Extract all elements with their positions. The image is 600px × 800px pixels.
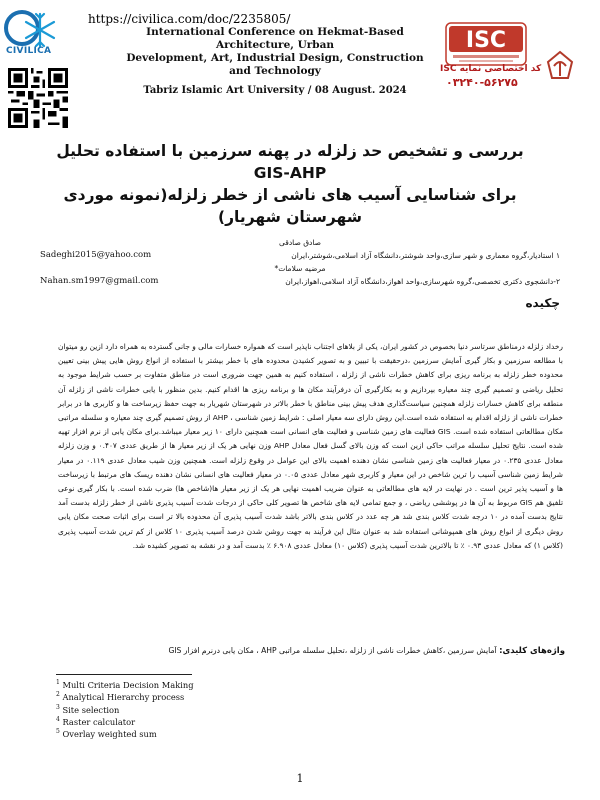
keywords-label: واژه‌های کلیدی: (499, 646, 565, 656)
abstract-heading: چکیده (525, 296, 560, 310)
author1-email[interactable]: Sadeghi2015@yahoo.com (40, 250, 152, 260)
isc-logo (445, 22, 527, 66)
isc-code-label: کد اختصاصی نمایه ISC (440, 64, 542, 74)
paper-title-line1: بررسی و تشخیص حد زلزله در پهنه سرزمین با استفاده تحلیل GIS-AHP (56, 142, 524, 182)
footnotes (56, 678, 194, 739)
author1-name: صادق صادقی (278, 238, 322, 247)
author2-affiliation: ۲-دانشجوی دکتری تخصصی،گروه شهرسازی،واحد اهواز،دانشگاه آزاد اسلامی،اهواز،ایران (285, 277, 560, 286)
author2-email[interactable]: Nahan.sm1997@gmail.com (40, 276, 159, 286)
footnote-item: $^2$ Analytical Hierarchy process (56, 691, 185, 703)
footnote-item: $^1$ Multi Criteria Decision Making (56, 679, 194, 690)
keywords (120, 646, 565, 656)
author2-row (40, 275, 560, 288)
footnote-item: $^5$ Overlay weighted sum (56, 728, 157, 739)
document-url[interactable]: https://civilica.com/doc/2235805/ (88, 12, 291, 26)
conference-header (120, 26, 430, 96)
conference-title-line2: Development, Art, Industrial Design, Construction and Technology (126, 52, 424, 77)
footnote-item: $^4$ Raster calculator (56, 715, 136, 727)
keywords-text: آمایش سرزمین ،کاهش خطرات ناشی از زلزله ،تحلیل سلسله مراتبی AHP ، مکان یابی درنرم افزار GIS (168, 646, 497, 655)
civilica-logo-text: CIVILICA (6, 46, 52, 56)
author1-affiliation: ۱ استادیار،گروه معماری و شهر سازی،واحد شوشتر،دانشگاه آزاد اسلامی،شوشتر،ایران (291, 251, 560, 260)
conference-title-line1: International Conference on Hekmat-Based Architecture, Urban (146, 26, 404, 51)
paper-title (40, 140, 540, 228)
isc-logo-label: ISC (465, 28, 507, 53)
authors-block (40, 236, 560, 288)
page-number: 1 (296, 772, 304, 785)
isc-code-number: ۰۳۲۴۰-۵۶۲۷۵ (446, 76, 518, 89)
qr-code[interactable] (8, 68, 68, 128)
conference-location-date: Tabriz Islamic Art University / 08 August. 2024 (143, 85, 407, 96)
footnote-divider (56, 674, 192, 675)
footnote-item: $^3$ Site selection (56, 703, 120, 715)
abstract-body: رخداد زلزله درمناطق سرتاسر دنیا بخصوص در کشور ایران، یکی از بلاهای اجتناب ناپذیر است که همواره خسارات مالی و جانی گسترده به همراه دارد ازین رو میتوان با مطالعه سرزمین و بکار گیری آمایش سرزمین ،درحقیقت با تبیین و به تصویر کشیدن محدوده های با خطر بیشتر با استفاده از انواع روش هایی پیش بینی تعیین محدوده خطر زلزله به برنامه ریزی برای کاهش خطرات ناشی از زلزله ، استفاده کنیم به همین جهت ضروری است در مناطق متفاوت بر حسب شرایط موجود به تحلیل ریاضی و تصمیم گیری چند معیاره بپردازیم و به بکارگیری آن درفرآیند مکان ها و برنامه ریزی ها اقدام کنیم. بدین منظور با یابی خطرات ناشی از زلزله آن منطقه برای کاهش خسارات زلزله همچنین سیاست‌گذاری هدف پیش بینی مناطق با خطر بالاتر در شهرستان شهریار به جهت حفظ زیرساخت ها و کاربری ها در برابر خطرات ناشی از زلزله اقدام به استفاده شده است.این روش دارای سه معیار اصلی : شرایط زمین شناسی ، AHP از روش تصمیم گیری چند معیاره و سلسله مراتبی مکان مطالعاتی استفاده شده است. GIS فعالیت های زمین شناسی و فعالیت های انسانی است همچنین دارای ۱۰ زیر معیار میباشد.برای مکان یابی از نرم افزار تهیه شده است. نتایج تحلیل سلسله مراتب حاکی ازین است که وزن بالای گسل فعال معادل AHP وزن نهایی هر یک از زیر معیار ها از طریق عددی ۰.۴۰۷ و وزن زلزله معادل عددی ۰.۲۳۵ در معیار فعالیت های زمین شناسی نشان دهنده اهمیت بالای این عوامل در وقوع زلزله است. همچنین وزن شیب معادل عددی ۰.۱۱۹ در معیار شرایط زمین شناسی آسیب را ترین شاخص در این معیار و کاربری شهر معادل عددی ۰.۰۵ در معیار فعالیت های انسانی نشان دهنده ریسک های مرتبط با زیرساخت ها و آسیب پذیر ترین است . در نهایت در لایه های مطالعاتی به عنوان ضریب اهمیت نهایی هر یک از زیر معیار ها(شاخص ها) ضرب شده است. با بکار گیری نوعی تلفیق هم GIS مربوط به آن ها در پوششی ریاضی ، و جمع تمامی لایه های شاخص ها تصویر کلی حاکی از درجات شدت آسیب پذیری ناشی از خطر زلزله بدست آمد نتایج بدست آمده در ۱۰ درجه شدت کلاس بندی شد هر چه عدد در کلاس بندی بالاتر باشد شدت آسیب پذیری آن محدوده بالا تر است برای اثبات صحت مکان یابی روش دیگری از انواع روش های همپوشانی استفاده شد به عنوان مثال این فرآیند به جهت روشن شدن درصد آسیب پذیری ۱۰ کلاس از کم ترین شدت آسیب پذیری (کلاس ۱) که معادل عددی ۰.۹۳ ٪ تا بالاترین شدت آسیب پذیری (کلاس ۱۰) معادل عددی ۶.۹۰۸ ٪ بدست آمد و در نقشه به تصویر کشیده شد. (58, 342, 563, 550)
paper-title-line2: برای شناسایی آسیب های ناشی از خطر زلزله(نمونه موردی شهرستان شهریار) (63, 186, 517, 226)
author1-row (40, 249, 560, 262)
university-logo (532, 48, 588, 88)
author2-name: مرضیه سلامات* (274, 264, 326, 273)
